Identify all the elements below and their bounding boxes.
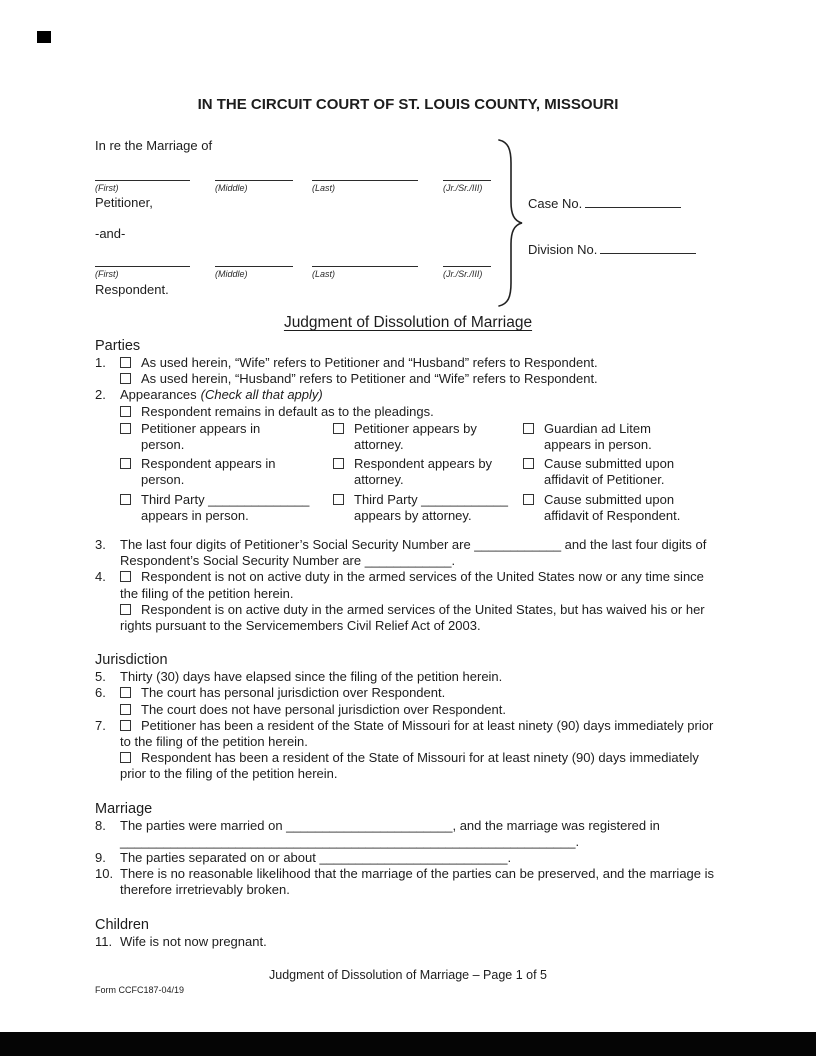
appearances-grid [120, 421, 720, 524]
checkbox-third-party-appears-by-attorney[interactable] [333, 494, 344, 505]
appearance-option: Third Party ____________ appears by attorney. [333, 492, 523, 524]
checkbox-court-has-jurisdiction[interactable] [120, 687, 131, 698]
checkbox-respondent-default[interactable] [120, 406, 131, 417]
check-all-note: (Check all that apply) [200, 387, 323, 403]
appearances-label: Appearances (Check all that apply) [120, 387, 323, 403]
checkbox-third-party-appears-in-person[interactable] [120, 494, 131, 505]
option-not-active-duty [120, 569, 720, 601]
checkbox-petitioner-appears-in-person[interactable] [120, 423, 131, 434]
middle-label: (Middle) [215, 183, 248, 193]
option-label: Respondent is on active duty in the armed services of the United States, but has waived his or her rights pursuant to the Servicemembers Civil Relief Act of 2003. [120, 601, 705, 634]
item-4 [95, 569, 720, 634]
footer-form-number: Form CCFC187-04/19 [95, 985, 185, 995]
option-active-duty-waived [120, 602, 720, 634]
appearance-option: Respondent appears by attorney. [333, 456, 523, 488]
section-heading-parties: Parties [95, 338, 141, 354]
petitioner-first-name-blank[interactable] [95, 180, 190, 181]
option-label: Respondent remains in default as to the pleadings. [141, 403, 434, 419]
checkbox-guardian-ad-litem-appears[interactable] [523, 423, 534, 434]
section-heading-children: Children [95, 916, 149, 933]
item-8 [95, 818, 720, 850]
item-number: 3. [95, 537, 106, 553]
last-label: (Last) [312, 183, 336, 193]
option-no-jurisdiction [120, 702, 720, 718]
checkbox-wife-refers-petitioner[interactable] [120, 357, 131, 368]
item-3 [95, 537, 720, 569]
married-on-text: The parties were married on _______________________, and the marriage was registered in _______________________________________________________________. [120, 817, 660, 849]
option-label: The court has personal jurisdiction over Respondent. [141, 685, 446, 701]
item-number: 8. [95, 817, 106, 833]
option-label: As used herein, “Husband” refers to Petitioner and “Wife” refers to Respondent. [141, 371, 598, 387]
item-11 [95, 934, 720, 950]
checkbox-respondent-resident[interactable] [120, 752, 131, 763]
item-number: 9. [95, 850, 106, 866]
checkbox-active-duty-waived[interactable] [120, 604, 131, 615]
case-no-blank[interactable] [585, 197, 681, 208]
respondent-label: Respondent. [95, 282, 169, 297]
appearance-option: Guardian ad Litem appears in person. [523, 421, 720, 453]
petitioner-last-name-blank[interactable] [312, 180, 418, 181]
item-6 [95, 685, 720, 717]
option-label: The court does not have personal jurisdiction over Respondent. [141, 701, 506, 717]
scan-artifact-mark [37, 31, 51, 43]
option-wife-refers-petitioner [120, 355, 720, 371]
appearance-option: Petitioner appears in person. [120, 421, 333, 453]
section-heading-marriage: Marriage [95, 800, 153, 817]
option-respondent-resident [120, 750, 720, 782]
suffix-label: (Jr./Sr./III) [443, 269, 483, 279]
item-number: 11. [95, 933, 113, 949]
division-no-blank[interactable] [600, 243, 696, 254]
option-husband-refers-petitioner [120, 371, 720, 387]
checkbox-court-no-jurisdiction[interactable] [120, 704, 131, 715]
in-re-label: In re the Marriage of [95, 138, 213, 153]
last-label: (Last) [312, 269, 336, 279]
division-no-label: Division No. [528, 242, 598, 257]
respondent-middle-name-blank[interactable] [215, 266, 293, 267]
first-label: (First) [95, 269, 119, 279]
respondent-last-name-blank[interactable] [312, 266, 418, 267]
item-10 [95, 866, 720, 898]
appearance-option: Cause submitted upon affidavit of Petitioner. [523, 456, 720, 488]
item-7 [95, 718, 720, 783]
checkbox-husband-refers-petitioner[interactable] [120, 373, 131, 384]
footer-page-label: Judgment of Dissolution of Marriage – Page 1 of 5 [269, 968, 547, 982]
case-caption [95, 138, 755, 316]
caption-brace [495, 138, 527, 308]
checkbox-cause-submitted-affidavit-petitioner[interactable] [523, 458, 534, 469]
irretrievably-broken-text: There is no reasonable likelihood that the marriage of the parties can be preserved, and the marriage is therefore irretrievably broken. [120, 866, 715, 898]
item-number: 7. [95, 717, 106, 733]
appearance-option: Third Party ______________ appears in person. [120, 492, 333, 524]
petitioner-label: Petitioner, [95, 195, 153, 210]
ssn-digits-text: The last four digits of Petitioner’s Social Security Number are ____________ and the last four digits of Respondent’s Social Security Number are ____________. [120, 537, 707, 569]
option-label: Petitioner has been a resident of the State of Missouri for at least ninety (90) days immediately prior to the filing of the petition herein. [120, 717, 714, 750]
checkbox-petitioner-appears-by-attorney[interactable] [333, 423, 344, 434]
item-number: 1. [95, 355, 106, 370]
petitioner-suffix-blank[interactable] [443, 180, 491, 181]
division-no-field [528, 242, 696, 257]
appearance-option: Petitioner appears by attorney. [333, 421, 523, 453]
section-heading-jurisdiction: Jurisdiction [95, 652, 168, 669]
option-label: Respondent is not on active duty in the armed services of the United States now or any time since the filing of the petition herein. [120, 569, 704, 601]
document-body [95, 337, 720, 950]
case-no-field [528, 196, 681, 211]
option-respondent-default [120, 404, 720, 420]
scan-artifact-bar [0, 1032, 816, 1056]
suffix-label: (Jr./Sr./III) [443, 183, 483, 193]
checkbox-respondent-appears-in-person[interactable] [120, 458, 131, 469]
item-number: 6. [95, 685, 106, 701]
checkbox-petitioner-resident[interactable] [120, 720, 131, 731]
item-2 [95, 387, 720, 524]
checkbox-cause-submitted-affidavit-respondent[interactable] [523, 494, 534, 505]
option-petitioner-resident [120, 718, 720, 750]
checkbox-respondent-appears-by-attorney[interactable] [333, 458, 344, 469]
item-number: 5. [95, 669, 106, 685]
middle-label: (Middle) [215, 269, 248, 279]
item-5 [95, 669, 720, 685]
thirty-days-text: Thirty (30) days have elapsed since the filing of the petition herein. [120, 669, 503, 685]
not-pregnant-text: Wife is not now pregnant. [120, 933, 267, 949]
first-label: (First) [95, 183, 119, 193]
option-label: Respondent has been a resident of the State of Missouri for at least ninety (90) days immediately prior to the filing of the petition herein. [120, 750, 699, 782]
case-no-label: Case No. [528, 196, 583, 211]
court-title: IN THE CIRCUIT COURT OF ST. LOUIS COUNTY, MISSOURI [197, 96, 619, 113]
item-1 [95, 355, 720, 387]
checkbox-not-active-duty[interactable] [120, 571, 131, 582]
respondent-first-name-blank[interactable] [95, 266, 190, 267]
separated-on-text: The parties separated on or about __________________________. [120, 850, 512, 866]
document-title: Judgment of Dissolution of Marriage [283, 314, 533, 331]
option-label: As used herein, “Wife” refers to Petitioner and “Husband” refers to Respondent. [141, 355, 598, 370]
respondent-suffix-blank[interactable] [443, 266, 491, 267]
option-has-jurisdiction [120, 685, 720, 701]
item-9 [95, 850, 720, 866]
appearance-option: Cause submitted upon affidavit of Respondent. [523, 492, 720, 524]
petitioner-middle-name-blank[interactable] [215, 180, 293, 181]
and-separator: -and- [95, 226, 126, 241]
item-number: 4. [95, 569, 106, 585]
item-number: 10. [95, 866, 114, 882]
appearance-option: Respondent appears in person. [120, 456, 333, 488]
item-number: 2. [95, 387, 106, 403]
